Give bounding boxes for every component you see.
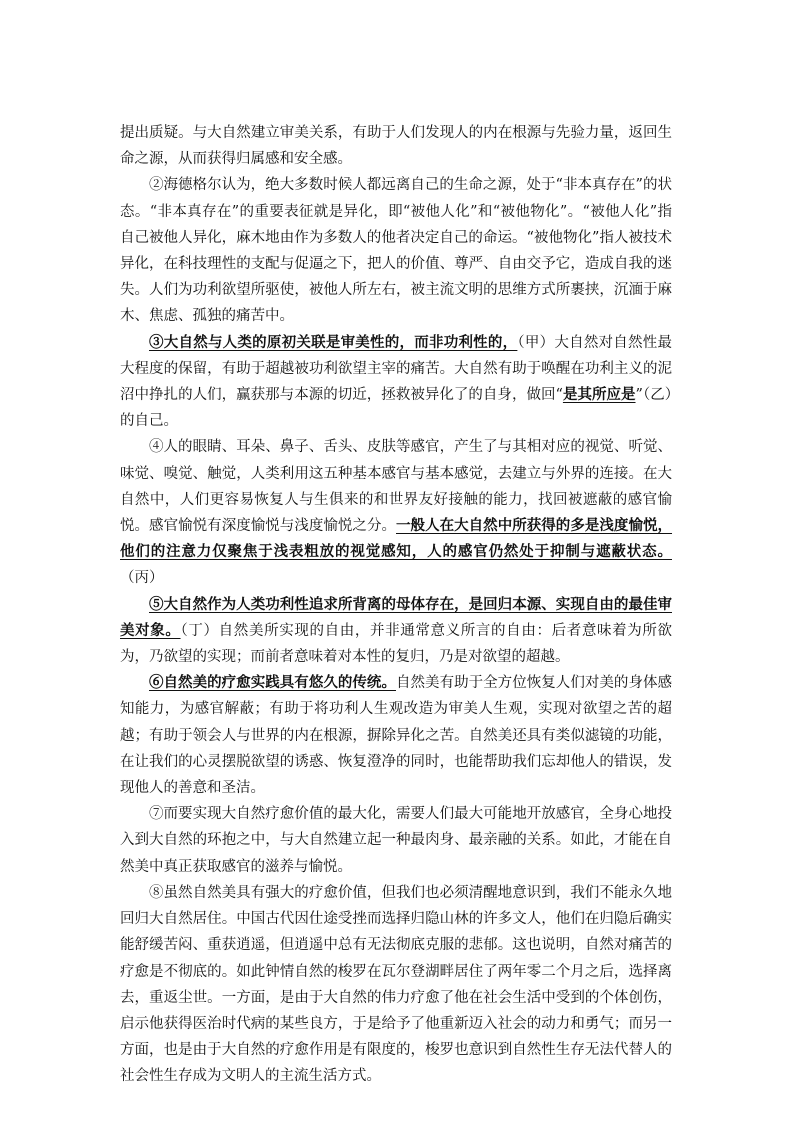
article-body xyxy=(120,120,672,1090)
paragraph-text: ⑧虽然自然美具有强大的疗愈价值，但我们也必须清醒地意识到，我们不能永久地回归大自然居住。中国古代因仕途受挫而选择归隐山林的许多文人，他们在归隐后确实能舒缓苦闷、重获逍遥，但逍遥中总有无法彻底克服的悲郁。这也说明，自然对痛苦的疗愈是不彻底的。如此钟情自然的梭罗在瓦尔登湖畔居住了两年零二个月之后，选择离去，重返尘世。一方面，是由于大自然的伟力疗愈了他在社会生活中受到的个体创伤，启示他获得医治时代病的某些良方，于是给予了他重新迈入社会的动力和勇气；而另一方面，也是由于大自然的疗愈作用是有限度的，梭罗也意识到自然性生存无法代替人的社会性生存成为文明人的主流生活方式。 xyxy=(120,884,672,1085)
paragraph-8 xyxy=(120,880,672,1090)
paragraph-text: 自然美有助于全方位恢复人们对美的身体感知能力，为感官解蔽；有助于将功利人生观改造为审美人生观，实现对欲望之苦的超越；有助于领会人与世界的内在根源，摒除异化之苦。自然美还具有类似滤镜的功能，在让我们的心灵摆脱欲望的诱惑、恢复澄净的同时，也能帮助我们忘却他人的错误，发现他人的善意和圣洁。 xyxy=(120,675,672,797)
emphasized-phrase: 是其所应是 xyxy=(562,386,636,404)
paragraph-text: （甲）大自然对自然性最大程度的保留，有助于超越被功利欲望主宰的痛苦。大自然有助于唤醒在功利主义的泥沼中挣扎的人们，赢获那与本源的切近，拯救被异化了的自身，做回“ xyxy=(120,334,672,404)
paragraph-2 xyxy=(120,172,672,329)
paragraph-text: （丁）自然美所实现的自由，并非通常意义所言的自由：后者意味着为所欲为，乃欲望的实现；而前者意味着对本性的复归，乃是对欲望的超越。 xyxy=(120,622,673,666)
paragraph-text: ④人的眼睛、耳朵、鼻子、舌头、皮肤等感官，产生了与其相对应的视觉、听觉、味觉、嗅觉、触觉，人类利用这五种基本感官与基本感觉，去建立与外界的连接。在大自然中，人们更容易恢复人与生俱来的和世界友好接触的能力，找回被遮蔽的感官愉悦。感官愉悦有深度愉悦与浅度愉悦之分。 xyxy=(120,439,672,535)
emphasized-sentence: ⑤大自然作为人类功利性追求所背离的母体存在，是回归本源、实现自由的最佳审美对象。 xyxy=(120,595,672,639)
paragraph-6 xyxy=(120,670,672,801)
paragraph-intro xyxy=(120,120,672,172)
paragraph-text: 提出质疑。与大自然建立审美关系，有助于人们发现人的内在根源与先验力量，返回生命之源，从而获得归属感和安全感。 xyxy=(120,125,672,168)
emphasized-sentence: 一般人在大自然中所获得的多是浅度愉悦，他们的注意力仅聚焦于浅表粗放的视觉感知，人的感官仍然处于抑制与遮蔽状态。 xyxy=(120,517,673,561)
paragraph-3 xyxy=(120,330,672,435)
paragraph-text: ”（乙）的自己。 xyxy=(120,387,672,430)
paragraph-5 xyxy=(120,592,672,671)
paragraph-text: ⑦而要实现大自然疗愈价值的最大化，需要人们最大可能地开放感官，全身心地投入到大自然的环抱之中，与大自然建立起一种最肉身、最亲融的关系。如此，才能在自然美中真正获取感官的滋养与愉悦。 xyxy=(120,806,672,875)
emphasized-sentence: ⑥自然美的疗愈实践具有悠久的传统。 xyxy=(149,674,396,692)
paragraph-7 xyxy=(120,801,672,880)
emphasized-sentence: ③大自然与人类的原初关联是审美性的，而非功利性的， xyxy=(149,333,518,351)
paragraph-4 xyxy=(120,434,672,591)
paragraph-text: ②海德格尔认为，绝大多数时候人都远离自己的生命之源，处于“非本真存在”的状态。“非本真存在”的重要表征就是异化，即“被他人化”和“被他物化”。“被他人化”指自己被他人异化，麻木地由作为多数人的他者决定自己的命运。“被他物化”指人被技术异化，在科技理性的支配与促逼之下，把人的价值、尊严、自由交予它，造成自我的迷失。人们为功利欲望所驱使，被他人所左右，被主流文明的思维方式所裹挟，沉湎于麻木、焦虑、孤独的痛苦中。 xyxy=(120,177,672,325)
paragraph-text: （丙） xyxy=(120,570,164,587)
